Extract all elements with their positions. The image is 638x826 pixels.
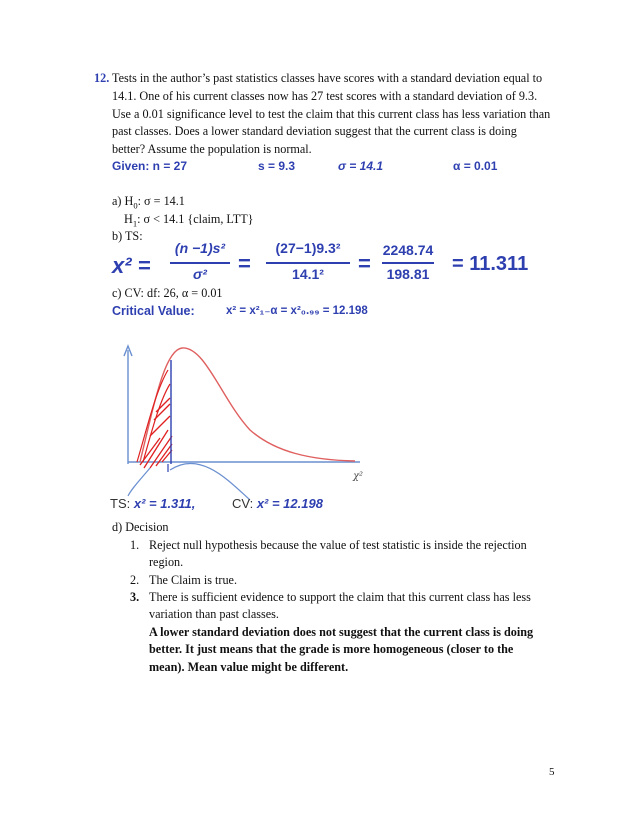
- equals-sign: =: [358, 251, 371, 276]
- test-statistic-lhs: x² =: [112, 253, 151, 278]
- fraction-denominator: 198.81: [386, 266, 430, 282]
- decision-item-number: 2.: [130, 573, 140, 587]
- critical-value-formula: x² = x²₁₋α = x²₀.₉₉ = 12.198: [226, 305, 368, 317]
- conclusion-text: A lower standard deviation does not suggest that the current class is doing: [149, 625, 534, 639]
- ts-label: TS: x² = 1.311,: [110, 496, 196, 511]
- given-s: s = 9.3: [258, 159, 296, 173]
- problem-line: 14.1. One of his current classes now has 27 test scores with a standard deviation of 9.3.: [112, 89, 538, 103]
- part-d-label: d) Decision: [112, 520, 169, 534]
- problem-number: 12.: [94, 71, 110, 85]
- decision-item-text: variation than past classes.: [149, 607, 279, 621]
- decision-item-text: The Claim is true.: [149, 573, 238, 587]
- density-curve: [140, 348, 355, 462]
- fraction-numerator: (n −1)s²: [174, 240, 226, 256]
- conclusion-text: mean). Mean value might be different.: [149, 660, 349, 674]
- part-c-label: c) CV: df: 26, α = 0.01: [112, 286, 223, 300]
- problem-line: Tests in the author’s past statistics classes have scores with a standard deviation equal to: [112, 71, 543, 85]
- fraction-numerator: (27−1)9.3²: [275, 240, 341, 256]
- decision-item-number: 1.: [130, 538, 140, 552]
- fraction-bar: [266, 262, 350, 264]
- fraction-denominator: σ²: [193, 266, 207, 282]
- hypothesis-alt: $H_1$: σ < 14.1 {claim, LTT}: [124, 212, 254, 229]
- part-b-label: b) TS:: [112, 229, 143, 243]
- decision-item-text: Reject null hypothesis because the value of test statistic is inside the rejection: [149, 538, 527, 552]
- problem-line: past classes. Does a lower standard deviation suggest that the current class is doing: [112, 124, 517, 138]
- decision-item-text: region.: [149, 555, 184, 569]
- ts-pointer-arrow: [128, 468, 150, 496]
- hypothesis-null: a) $H_0$: σ = 14.1: [112, 194, 185, 211]
- chi-square-chart: [110, 340, 380, 515]
- fraction-numerator: 2248.74: [382, 242, 434, 258]
- axis-label: χ²: [353, 471, 364, 482]
- fraction-bar: [382, 262, 434, 264]
- problem-line: better? Assume the population is normal.: [112, 142, 312, 156]
- fraction-bar: [170, 262, 230, 264]
- given-sigma: σ = 14.1: [338, 159, 383, 173]
- given-alpha: α = 0.01: [453, 159, 498, 173]
- cv-pointer-arrow: [170, 463, 250, 500]
- conclusion-text: better. It just means that the grade is more homogeneous (closer to the: [149, 642, 514, 656]
- cv-label: CV: x² = 12.198: [232, 496, 323, 511]
- critical-value-label: Critical Value:: [112, 304, 195, 318]
- page-number: 5: [549, 766, 555, 778]
- given-n: Given: n = 27: [112, 159, 188, 173]
- decision-item-number: 3.: [130, 590, 140, 604]
- test-statistic-result: = 11.311: [452, 253, 529, 275]
- decision-item-text: There is sufficient evidence to support the claim that this current class has less: [149, 590, 531, 604]
- problem-line: Use a 0.01 significance level to test the claim that this current class has less variation than: [112, 107, 551, 121]
- equals-sign: =: [238, 251, 251, 276]
- fraction-denominator: 14.1²: [292, 266, 324, 282]
